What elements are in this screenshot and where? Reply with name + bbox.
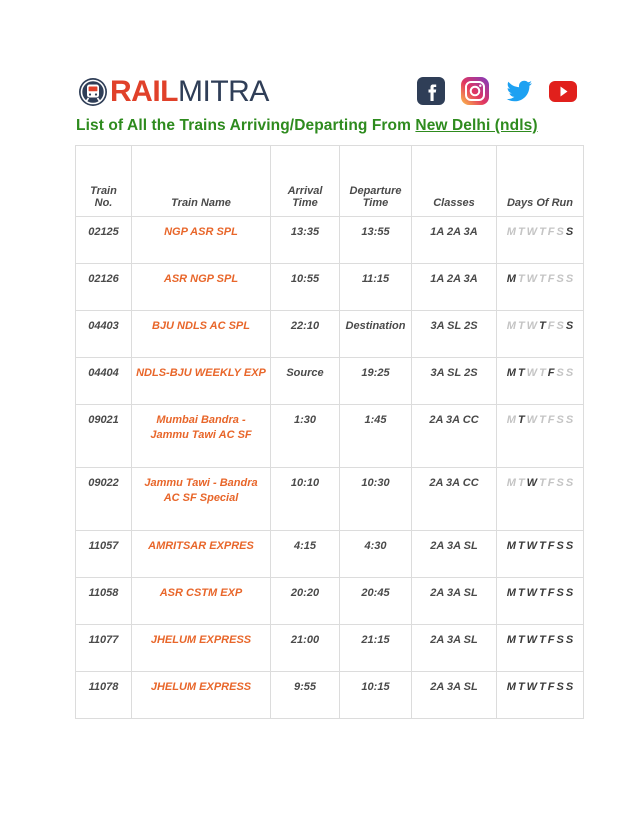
train-no-cell: 11078: [76, 672, 132, 719]
day-indicator: S: [565, 320, 574, 332]
day-indicator: F: [547, 540, 555, 552]
train-no-cell: 09022: [76, 468, 132, 531]
days-of-run-cell: [497, 578, 584, 625]
classes-cell: 2A 3A CC: [412, 468, 497, 531]
classes-cell: 2A 3A CC: [412, 405, 497, 468]
arrival-time-cell: Source: [271, 358, 340, 405]
classes-cell: 1A 2A 3A: [412, 264, 497, 311]
arrival-time-cell: 9:55: [271, 672, 340, 719]
train-name-link[interactable]: JHELUM EXPRESS: [132, 672, 271, 719]
train-name-link[interactable]: NGP ASR SPL: [132, 217, 271, 264]
table-row: [76, 531, 584, 578]
day-indicator: M: [506, 226, 516, 238]
train-no-cell: 11057: [76, 531, 132, 578]
youtube-icon[interactable]: [548, 76, 578, 106]
train-no-cell: 11077: [76, 625, 132, 672]
arrival-time-cell: 1:30: [271, 405, 340, 468]
table-row: [76, 672, 584, 719]
day-indicator: S: [565, 634, 574, 646]
day-indicator: S: [565, 540, 574, 552]
day-indicator: S: [556, 681, 564, 693]
arrival-time-cell: 4:15: [271, 531, 340, 578]
day-indicator: T: [517, 226, 525, 238]
day-indicator: F: [547, 414, 555, 426]
day-indicator: T: [517, 320, 525, 332]
day-indicator: F: [547, 226, 555, 238]
train-name-link[interactable]: NDLS-BJU WEEKLY EXP: [132, 358, 271, 405]
day-indicator: T: [539, 477, 546, 489]
day-indicator: W: [526, 226, 538, 238]
day-indicator: F: [547, 681, 555, 693]
departure-time-cell: 19:25: [340, 358, 412, 405]
station-link[interactable]: New Delhi (ndls): [415, 117, 538, 134]
classes-cell: 2A 3A SL: [412, 578, 497, 625]
train-no-cell: 11058: [76, 578, 132, 625]
train-name-link[interactable]: Mumbai Bandra - Jammu Tawi AC SF: [132, 405, 271, 468]
days-of-run-cell: [497, 625, 584, 672]
day-indicator: T: [517, 587, 525, 599]
train-name-link[interactable]: ASR NGP SPL: [132, 264, 271, 311]
day-indicator: W: [526, 681, 538, 693]
train-name-link[interactable]: JHELUM EXPRESS: [132, 625, 271, 672]
day-indicator: T: [517, 634, 525, 646]
departure-time-cell: 11:15: [340, 264, 412, 311]
day-indicator: M: [506, 477, 516, 489]
day-indicator: F: [547, 477, 555, 489]
day-indicator: F: [547, 320, 555, 332]
header-train-no: Train No.: [76, 146, 132, 217]
table-row: [76, 264, 584, 311]
header: [78, 74, 578, 114]
day-indicator: T: [517, 273, 525, 285]
classes-cell: 2A 3A SL: [412, 531, 497, 578]
day-indicator: M: [506, 273, 516, 285]
day-indicator: S: [556, 634, 564, 646]
trains-table: [75, 145, 584, 719]
header-arrival-time: Arrival Time: [271, 146, 340, 217]
departure-time-cell: 13:55: [340, 217, 412, 264]
table-row: [76, 311, 584, 358]
days-of-run-cell: [497, 468, 584, 531]
day-indicator: T: [539, 320, 546, 332]
classes-cell: 1A 2A 3A: [412, 217, 497, 264]
table-header-row: [76, 146, 584, 217]
day-indicator: S: [556, 367, 564, 379]
day-indicator: W: [526, 414, 538, 426]
header-departure-time: Departure Time: [340, 146, 412, 217]
social-links: [416, 76, 578, 106]
days-of-run-cell: [497, 358, 584, 405]
table-row: [76, 405, 584, 468]
day-indicator: T: [539, 540, 546, 552]
day-indicator: M: [506, 634, 516, 646]
day-indicator: M: [506, 587, 516, 599]
day-indicator: S: [565, 587, 574, 599]
train-no-cell: 02126: [76, 264, 132, 311]
arrival-time-cell: 10:55: [271, 264, 340, 311]
classes-cell: 3A SL 2S: [412, 311, 497, 358]
arrival-time-cell: 21:00: [271, 625, 340, 672]
header-classes: Classes: [412, 146, 497, 217]
railmitra-logo[interactable]: [78, 74, 269, 110]
train-no-cell: 09021: [76, 405, 132, 468]
day-indicator: T: [539, 273, 546, 285]
day-indicator: W: [526, 540, 538, 552]
day-indicator: T: [539, 634, 546, 646]
train-no-cell: 04403: [76, 311, 132, 358]
day-indicator: S: [565, 477, 574, 489]
days-of-run-cell: [497, 264, 584, 311]
page-title: List of All the Trains Arriving/Departing From New Delhi (ndls): [76, 117, 538, 134]
day-indicator: S: [565, 414, 574, 426]
days-of-run-cell: [497, 311, 584, 358]
day-indicator: W: [526, 477, 538, 489]
day-indicator: F: [547, 587, 555, 599]
days-of-run-cell: [497, 217, 584, 264]
classes-cell: 3A SL 2S: [412, 358, 497, 405]
day-indicator: S: [565, 273, 574, 285]
train-name-link[interactable]: BJU NDLS AC SPL: [132, 311, 271, 358]
day-indicator: F: [547, 367, 555, 379]
instagram-icon[interactable]: [460, 76, 490, 106]
day-indicator: S: [556, 477, 564, 489]
day-indicator: M: [506, 367, 516, 379]
header-train-name: Train Name: [132, 146, 271, 217]
day-indicator: S: [565, 367, 574, 379]
facebook-icon[interactable]: [416, 76, 446, 106]
day-indicator: W: [526, 320, 538, 332]
days-of-run-cell: [497, 405, 584, 468]
table-row: [76, 217, 584, 264]
day-indicator: S: [565, 681, 574, 693]
arrival-time-cell: 10:10: [271, 468, 340, 531]
departure-time-cell: Destination: [340, 311, 412, 358]
day-indicator: T: [539, 367, 546, 379]
day-indicator: S: [565, 226, 574, 238]
day-indicator: T: [539, 681, 546, 693]
day-indicator: S: [556, 226, 564, 238]
table-row: [76, 358, 584, 405]
day-indicator: T: [517, 367, 525, 379]
day-indicator: T: [517, 414, 525, 426]
day-indicator: T: [539, 226, 546, 238]
day-indicator: W: [526, 367, 538, 379]
day-indicator: W: [526, 587, 538, 599]
day-indicator: S: [556, 414, 564, 426]
header-days-of-run: Days Of Run: [497, 146, 584, 217]
day-indicator: W: [526, 634, 538, 646]
train-name-link[interactable]: ASR CSTM EXP: [132, 578, 271, 625]
classes-cell: 2A 3A SL: [412, 672, 497, 719]
day-indicator: S: [556, 540, 564, 552]
day-indicator: W: [526, 273, 538, 285]
train-name-link[interactable]: Jammu Tawi - Bandra AC SF Special: [132, 468, 271, 531]
train-name-link[interactable]: AMRITSAR EXPRES: [132, 531, 271, 578]
day-indicator: M: [506, 414, 516, 426]
day-indicator: T: [539, 587, 546, 599]
arrival-time-cell: 13:35: [271, 217, 340, 264]
departure-time-cell: 1:45: [340, 405, 412, 468]
arrival-time-cell: 20:20: [271, 578, 340, 625]
train-no-cell: 02125: [76, 217, 132, 264]
day-indicator: M: [506, 540, 516, 552]
day-indicator: T: [517, 540, 525, 552]
day-indicator: F: [547, 273, 555, 285]
day-indicator: S: [556, 273, 564, 285]
departure-time-cell: 20:45: [340, 578, 412, 625]
day-indicator: T: [517, 477, 525, 489]
day-indicator: M: [506, 320, 516, 332]
table-row: [76, 468, 584, 531]
days-of-run-cell: [497, 531, 584, 578]
brand-wordmark: RAILMITRA: [110, 75, 269, 108]
departure-time-cell: 10:30: [340, 468, 412, 531]
departure-time-cell: 4:30: [340, 531, 412, 578]
train-logo-icon: [78, 77, 108, 107]
day-indicator: T: [517, 681, 525, 693]
twitter-icon[interactable]: [504, 76, 534, 106]
train-no-cell: 04404: [76, 358, 132, 405]
departure-time-cell: 10:15: [340, 672, 412, 719]
day-indicator: M: [506, 681, 516, 693]
classes-cell: 2A 3A SL: [412, 625, 497, 672]
days-of-run-cell: [497, 672, 584, 719]
arrival-time-cell: 22:10: [271, 311, 340, 358]
table-row: [76, 625, 584, 672]
day-indicator: F: [547, 634, 555, 646]
day-indicator: S: [556, 320, 564, 332]
day-indicator: T: [539, 414, 546, 426]
table-row: [76, 578, 584, 625]
day-indicator: S: [556, 587, 564, 599]
departure-time-cell: 21:15: [340, 625, 412, 672]
